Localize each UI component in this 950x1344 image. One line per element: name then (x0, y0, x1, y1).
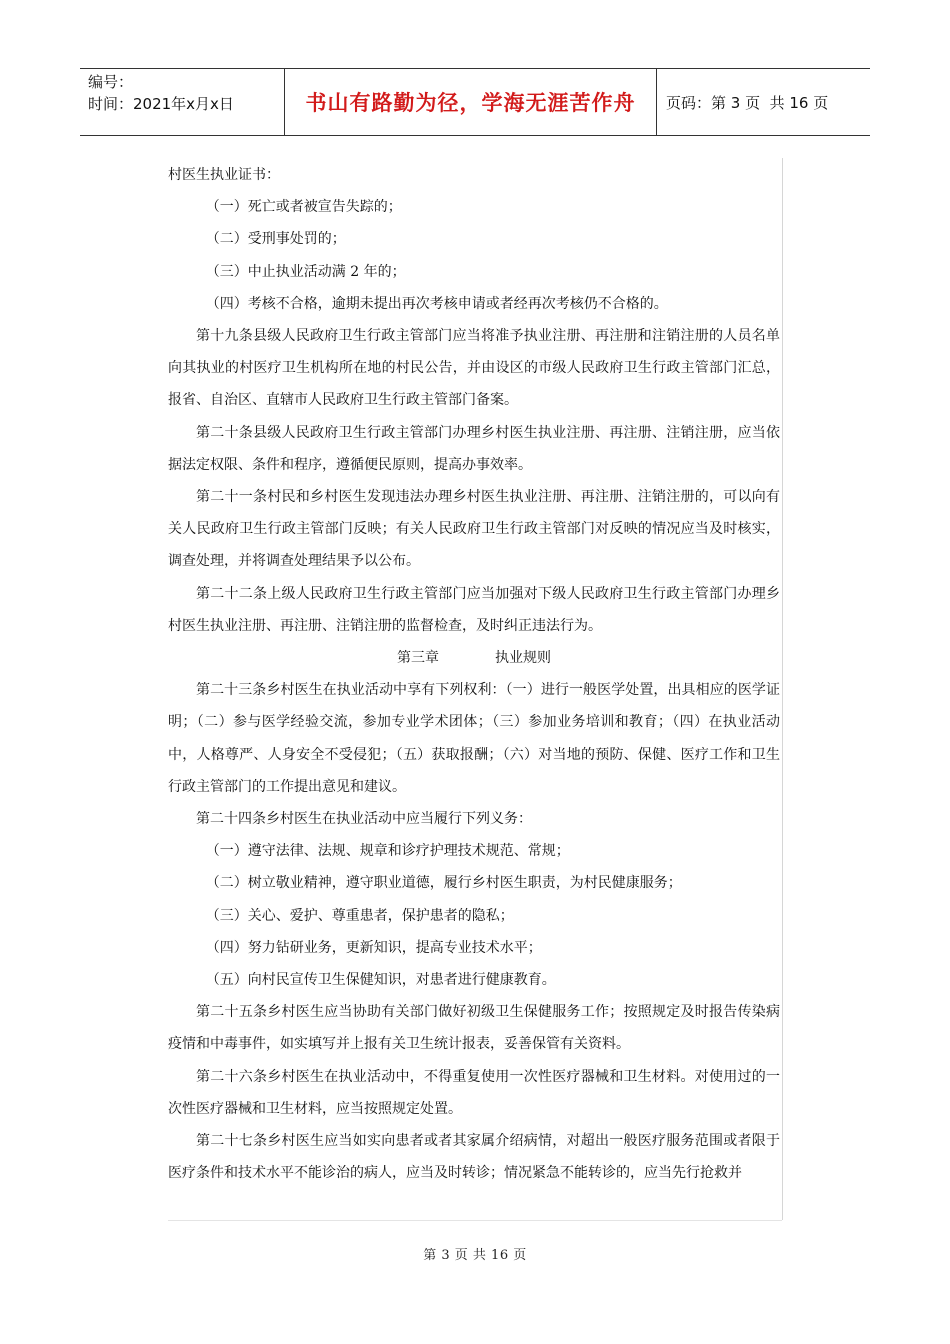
article-27: 第二十七条乡村医生应当如实向患者或者其家属介绍病情，对超出一般医疗服务范围或者限于医疗条件和技术水平不能诊治的病人，应当及时转诊；情况紧急不能转诊的，应当先行抢救并 (168, 1133, 780, 1182)
article-26: 第二十六条乡村医生在执业活动中，不得重复使用一次性医疗器械和卫生材料。对使用过的一次性医疗器械和卫生材料，应当按照规定处置。 (168, 1068, 780, 1117)
header-meta (88, 71, 284, 115)
article-25: 第二十五条乡村医生应当协助有关部门做好初级卫生保健服务工作；按照规定及时报告传染病疫情和中毒事件，如实填写并上报有关卫生统计报表，妥善保管有关资料。 (168, 1004, 780, 1053)
list-item: （一）遵守法律、法规、规章和诊疗护理技术规范、常规； (205, 843, 570, 860)
article-20: 第二十条县级人民政府卫生行政主管部门办理乡村医生执业注册、再注册、注销注册，应当依据法定权限、条件和程序，遵循便民原则，提高办事效率。 (168, 424, 780, 473)
chapter-title: 执业规则 (495, 650, 551, 667)
page-frame-border (168, 1220, 782, 1221)
page-footer: 第 3 页 共 16 页 (423, 1248, 527, 1263)
list-item: （一）死亡或者被宣告失踪的； (205, 199, 402, 216)
article-22: 第二十二条上级人民政府卫生行政主管部门应当加强对下级人民政府卫生行政主管部门办理乡村医生执业注册、再注册、注销注册的监督检查，及时纠正违法行为。 (168, 585, 780, 634)
chapter-heading (168, 642, 780, 674)
list-item: （四）考核不合格，逾期未提出再次考核申请或者经再次考核仍不合格的。 (205, 295, 668, 312)
header-page-indicator: 页码：第 3 页 共 16 页 (666, 93, 829, 112)
article-21: 第二十一条村民和乡村医生发现违法办理乡村医生执业注册、再注册、注销注册的，可以向有关人民政府卫生行政主管部门反映；有关人民政府卫生行政主管部门对反映的情况应当及时核实，调查处理，并将调查处理结果予以公布。 (168, 489, 780, 570)
article-19: 第十九条县级人民政府卫生行政主管部门应当将准予执业注册、再注册和注销注册的人员名单向其执业的村医疗卫生机构所在地的村民公告，并由设区的市级人民政府卫生行政主管部门汇总，报省、自治区、直辖市人民政府卫生行政主管部门备案。 (168, 328, 780, 409)
page-header (80, 68, 870, 136)
article-23: 第二十三条乡村医生在执业活动中享有下列权利：（一）进行一般医学处置，出具相应的医学证明；（二）参与医学经验交流，参加专业学术团体；（三）参加业务培训和教育；（四）在执业活动中，人格尊严、人身安全不受侵犯；（五）获取报酬；（六）对当地的预防、保健、医疗工作和卫生行政主管部门的工作提出意见和建议。 (168, 682, 780, 795)
list-item: （五）向村民宣传卫生保健知识，对患者进行健康教育。 (205, 972, 556, 989)
article-24: 第二十四条乡村医生在执业活动中应当履行下列义务： (196, 811, 532, 828)
chapter-number: 第三章 (397, 650, 439, 667)
document-body (168, 159, 780, 1190)
list-item: （三）关心、爱护、尊重患者，保护患者的隐私； (205, 907, 514, 924)
document-date-label: 时间：2021年x月x日 (88, 95, 234, 113)
list-item: （二）受刑事处罚的； (205, 231, 346, 248)
page-frame-border (782, 158, 783, 1220)
document-number-label: 编号： (88, 73, 134, 91)
paragraph-continuation: 村医生执业证书： (168, 167, 280, 183)
header-motto: 书山有路勤为径，学海无涯苦作舟 (305, 91, 636, 115)
list-item: （二）树立敬业精神，遵守职业道德，履行乡村医生职责，为村民健康服务； (205, 875, 682, 892)
list-item: （三）中止执业活动满 2 年的； (205, 263, 406, 280)
list-item: （四）努力钻研业务，更新知识，提高专业技术水平； (205, 939, 542, 956)
header-divider (656, 69, 657, 135)
